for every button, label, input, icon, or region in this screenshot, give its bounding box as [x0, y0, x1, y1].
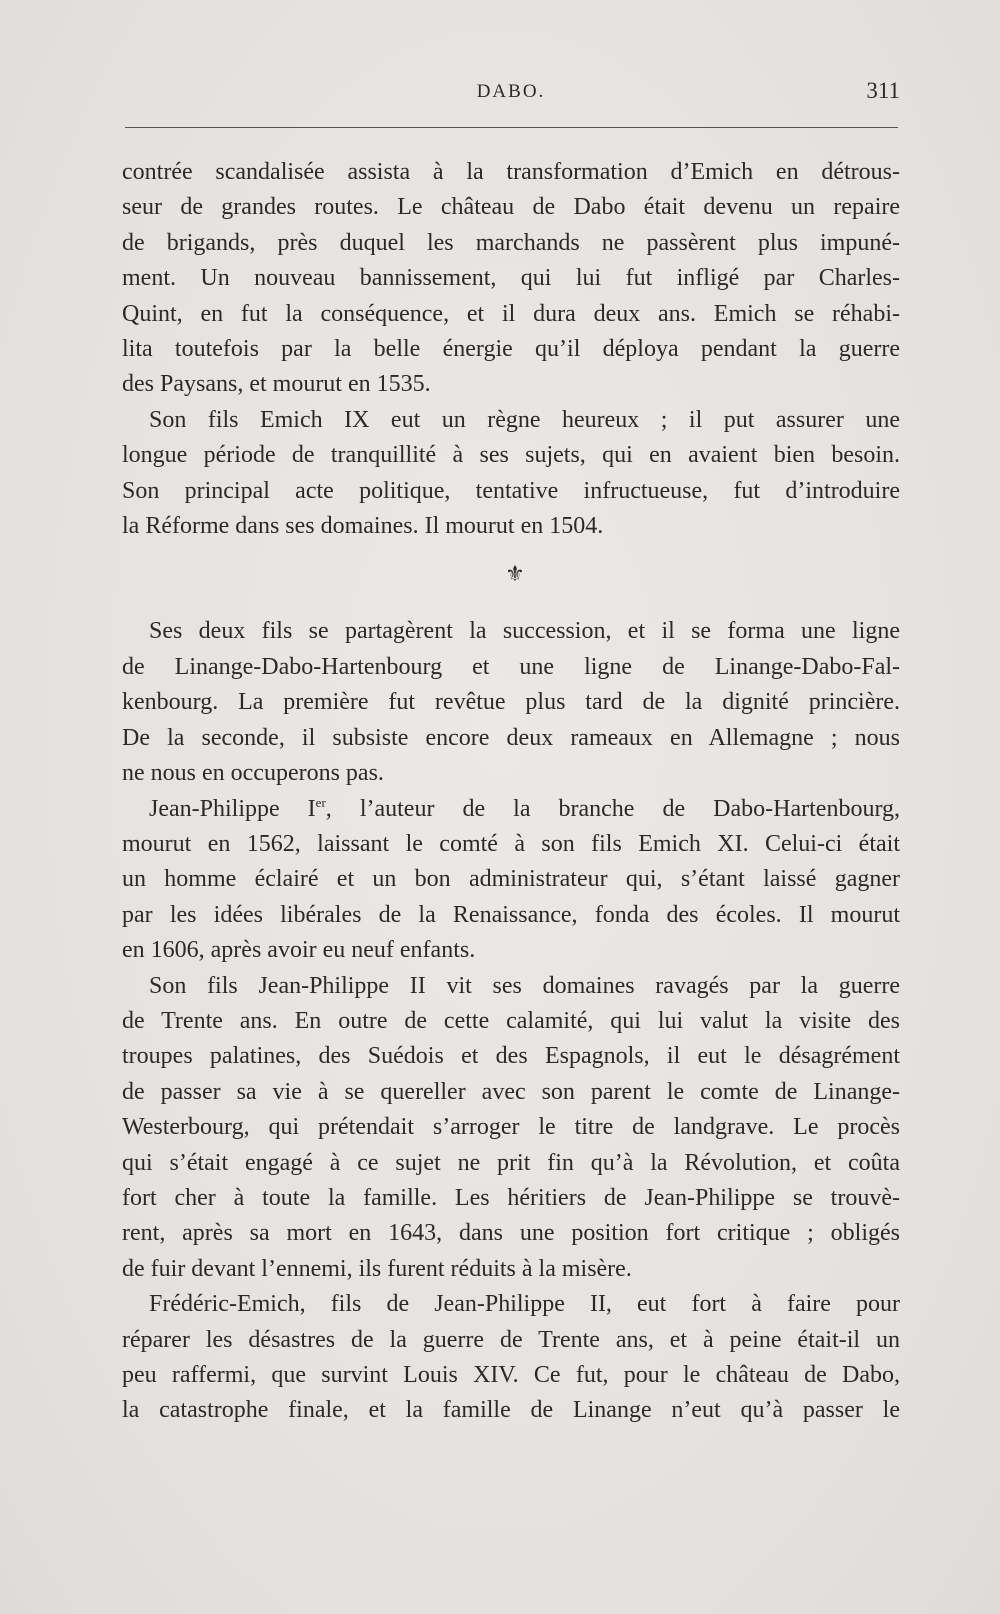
text-line: ne nous en occuperons pas.	[122, 760, 384, 787]
body-text	[122, 155, 900, 1429]
text-line: Son principal acte politique, tentative infructueuse, fut d’introduire	[122, 477, 900, 504]
text-line: des Paysans, et mourut en 1535.	[122, 371, 431, 398]
text-line: kenbourg. La première fut revêtue plus tard de la dignité princière.	[122, 689, 900, 716]
text-line: seur de grandes routes. Le château de Dabo était devenu un repaire	[122, 194, 900, 221]
text-line: mourut en 1562, laissant le comté à son fils Emich XI. Celui-ci était	[122, 830, 900, 857]
paragraph-6	[122, 1287, 900, 1429]
text-line: de fuir devant l’ennemi, ils furent réduits à la misère.	[122, 1255, 632, 1282]
text-line: Ses deux fils se partagèrent la succession, et il se forma une ligne	[149, 618, 900, 645]
paragraph-4	[122, 792, 900, 969]
text-line: peu raffermi, que survint Louis XIV. Ce fut, pour le château de Dabo,	[122, 1362, 900, 1388]
text-line: lita toutefois par la belle énergie qu’il déploya pendant la guerre	[122, 336, 900, 363]
running-head	[122, 78, 900, 108]
text-line: fort cher à toute la famille. Les héritiers de Jean-Philippe se trouvè-	[122, 1184, 900, 1211]
text-line: de Trente ans. En outre de cette calamité, qui lui valut la visite des	[122, 1007, 900, 1034]
text-line: réparer les désastres de la guerre de Trente ans, et à peine était-il un	[122, 1326, 900, 1353]
text-line: la Réforme dans ses domaines. Il mourut en 1504.	[122, 513, 604, 540]
paragraph-5	[122, 969, 900, 1288]
text-line: Frédéric-Emich, fils de Jean-Philippe II, eut fort à faire pour	[149, 1291, 900, 1318]
text-line: un homme éclairé et un bon administrateur qui, s’étant laissé gagner	[122, 866, 900, 893]
text-line	[122, 792, 900, 827]
text-line: de brigands, près duquel les marchands ne passèrent plus impuné-	[122, 229, 900, 256]
text-line: troupes palatines, des Suédois et des Espagnols, il eut le désagrément	[122, 1043, 900, 1070]
text-line: contrée scandalisée assista à la transformation d’Emich en détrous-	[122, 159, 900, 185]
text-line: par les idées libérales de la Renaissance, fonda des écoles. Il mourut	[122, 901, 900, 928]
text-fragment: Jean-Philippe I	[149, 795, 316, 822]
fleur-de-lis-icon: ⚜	[505, 561, 525, 587]
text-line: Son fils Emich IX eut un règne heureux ; il put assurer une	[149, 406, 900, 433]
text-fragment: , l’auteur de la branche de Dabo-Hartenbourg,	[325, 795, 900, 822]
text-line: qui s’était engagé à ce sujet ne prit fin qu’à la Révolution, et coûta	[122, 1149, 900, 1176]
text-line: en 1606, après avoir eu neuf enfants.	[122, 937, 476, 964]
text-line: rent, après sa mort en 1643, dans une position fort critique ; obligés	[122, 1220, 900, 1247]
fleuron-ornament	[122, 544, 900, 614]
paragraph-3	[122, 614, 900, 791]
running-title: DABO.	[476, 81, 546, 102]
text-line: ment. Un nouveau bannissement, qui lui fut infligé par Charles-	[122, 265, 900, 292]
paragraph-1	[122, 155, 900, 403]
text-line: Son fils Jean-Philippe II vit ses domaines ravagés par la guerre	[149, 972, 900, 999]
text-line: De la seconde, il subsiste encore deux rameaux en Allemagne ; nous	[122, 724, 900, 751]
text-line: Quint, en fut la conséquence, et il dura deux ans. Emich se réhabi-	[122, 300, 900, 327]
text-line: Westerbourg, qui prétendait s’arroger le titre de landgrave. Le procès	[122, 1114, 900, 1141]
superscript: er	[315, 794, 326, 810]
paragraph-2	[122, 403, 900, 545]
text-line: de Linange-Dabo-Hartenbourg et une ligne de Linange-Dabo-Fal-	[122, 653, 900, 680]
header-rule	[125, 127, 898, 128]
text-line: la catastrophe finale, et la famille de Linange n’eut qu’à passer le	[122, 1397, 900, 1424]
text-line: de passer sa vie à se quereller avec son parent le comte de Linange-	[122, 1078, 900, 1105]
page-number: 311	[866, 78, 900, 103]
text-line: longue période de tranquillité à ses sujets, qui en avaient bien besoin.	[122, 442, 900, 469]
